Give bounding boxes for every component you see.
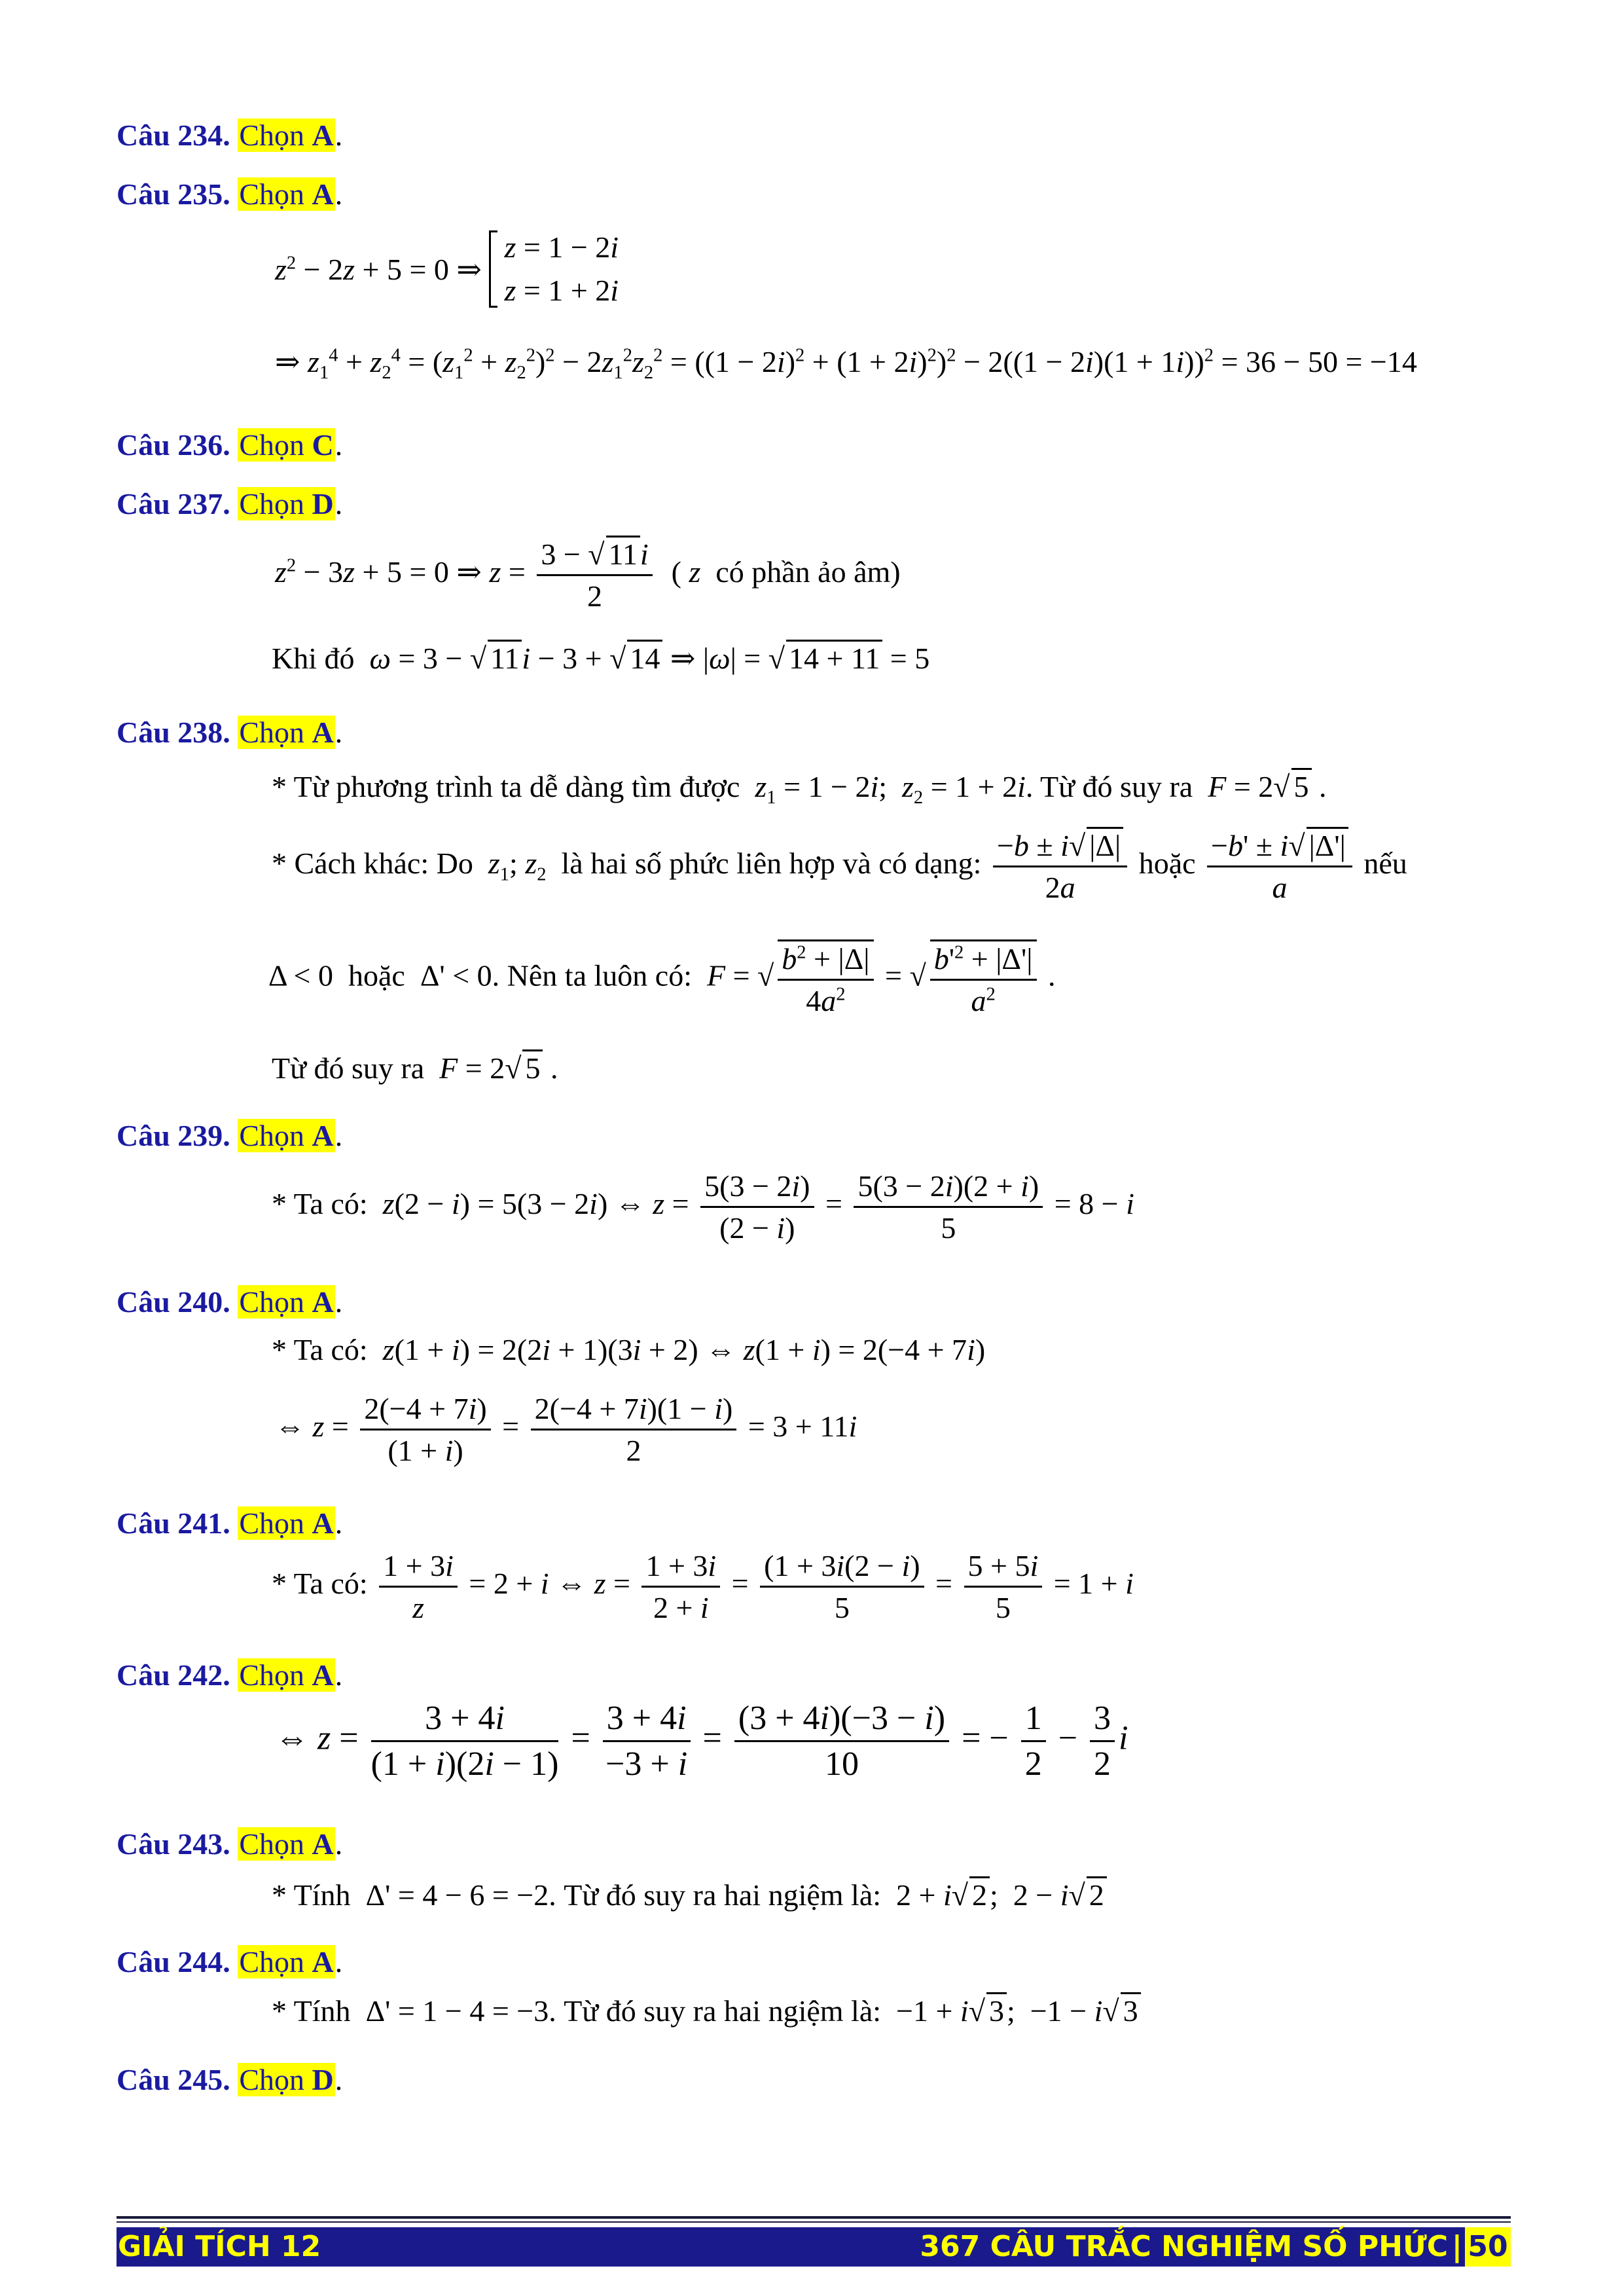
- equation-240-line2: ⇔ z = $\frac{2(-4 + 7i)}{(1 + i)}$ = $\frac{2(-4 + 7i)(1 - i)}{2}$ = 3 + 11i: [275, 1392, 857, 1467]
- question-241: Câu 241. Chọn A.: [117, 1506, 343, 1540]
- footer-separator: |: [1451, 2230, 1462, 2263]
- question-237: Câu 237. Chọn D.: [117, 487, 343, 520]
- text-238-line1: * Từ phương trình ta dễ dàng tìm được $z_1 = 1 - 2i$; $z_2 = 1 + 2i$. Từ đó suy ra F = 2√ 5 .: [272, 769, 1327, 809]
- question-number: Câu 241.: [117, 1506, 230, 1540]
- question-number: Câu 245.: [117, 2063, 230, 2096]
- question-number: Câu 238.: [117, 716, 230, 749]
- equation-239: * Ta có: z(2 − i) = 5(3 − 2i) ⇔ z = $\frac{5(3 - 2i)}{(2 - i)}$ = $\frac{5(3 - 2i)(2 + i)}{5}$ = 8 − i: [272, 1169, 1134, 1245]
- question-240: Câu 240. Chọn A.: [117, 1285, 343, 1319]
- answer-highlight: Chọn A: [239, 1119, 334, 1152]
- answer-highlight: Chọn A: [239, 118, 334, 152]
- text-238-line4: Từ đó suy ra F = 2√ 5 .: [272, 1051, 558, 1085]
- equation-241: * Ta có: $\frac{1 + 3i}{z}$ = 2 + i ⇔ z = $\frac{1 + 3i}{2 + i}$ = $\frac{(1 + 3i(2 - i)}{5}$ = $\frac{5 + 5i}{5}$ = 1 + i: [272, 1549, 1134, 1624]
- footer-rule: [117, 2216, 1511, 2219]
- page-number: 50: [1465, 2227, 1511, 2267]
- answer-highlight: Chọn A: [239, 1285, 334, 1319]
- question-234: Câu 234. Chọn A.: [117, 118, 343, 152]
- equation-235-result: ⇒ $z_1^4 + z_2^4 = (z_1^2 + z_2^2)^2 - 2z_1^2z_2^2 = ((1 - 2i)^2 + (1 + 2i)^2)^2 - 2((1 - 2i)(1 + 1i))^2 = 36 - 50 = -14$: [275, 345, 1417, 384]
- equation-237-modulus: Khi đó ω = 3 − √ 11i − 3 + √ 14 ⇒ |ω| = √ 14 + 11 = 5: [272, 640, 929, 676]
- page-footer: [117, 2227, 1511, 2267]
- question-number: Câu 235.: [117, 177, 230, 211]
- answer-highlight: Chọn C: [239, 428, 334, 462]
- question-number: Câu 242.: [117, 1658, 230, 1692]
- answer-highlight: Chọn A: [239, 1506, 334, 1540]
- question-242: Câu 242. Chọn A.: [117, 1658, 343, 1692]
- equation-237-root: $z^2 - 3z + 5 = 0$ ⇒ z = $\frac{3 - √ 11i}{2}$ ( z có phần ảo âm): [275, 537, 901, 613]
- question-number: Câu 239.: [117, 1119, 230, 1152]
- text-243: * Tính Δ' = 4 − 6 = −2. Từ đó suy ra hai ngiệm là: 2 + i√ 2; 2 − i√ 2: [272, 1878, 1107, 1912]
- question-239: Câu 239. Chọn A.: [117, 1119, 343, 1152]
- text-238-line3: Δ < 0 hoặc Δ' < 0. Nên ta luôn có: F = √ $\frac{b^2 + |\Delta|}{4a^2}$ = √ $\frac{b'^2 + |\Delta'|}{a^2}$ .: [268, 939, 1056, 1018]
- question-238: Câu 238. Chọn A.: [117, 716, 343, 749]
- answer-highlight: Chọn A: [239, 1827, 334, 1861]
- question-235: Câu 235. Chọn A.: [117, 177, 343, 211]
- question-244: Câu 244. Chọn A.: [117, 1945, 343, 1978]
- question-number: Câu 237.: [117, 487, 230, 520]
- question-245: Câu 245. Chọn D.: [117, 2063, 343, 2096]
- answer-highlight: Chọn A: [239, 1945, 334, 1978]
- footer-subject: GIẢI TÍCH 12: [118, 2230, 321, 2263]
- question-236: Câu 236. Chọn C.: [117, 428, 343, 462]
- question-number: Câu 236.: [117, 428, 230, 462]
- question-243: Câu 243. Chọn A.: [117, 1827, 343, 1861]
- equation-242: ⇔ z = $\frac{3 + 4i}{(1 + i)(2i - 1)}$ = $\frac{3 + 4i}{-3 + i}$ = $\frac{(3 + 4i)(-3 - i)}{10}$ = − $\frac{1}{2}$ − $\frac{3}{2}$ i: [275, 1700, 1128, 1783]
- equation-240-line1: * Ta có: z(1 + i) = 2(2i + 1)(3i + 2) ⇔ z(1 + i) = 2(−4 + 7i): [272, 1333, 986, 1366]
- footer-title: 367 CÂU TRẮC NGHIỆM SỐ PHỨC: [920, 2230, 1448, 2263]
- answer-highlight: Chọn A: [239, 716, 334, 749]
- answer-highlight: Chọn A: [239, 177, 334, 211]
- footer-rule-thin: [117, 2221, 1511, 2223]
- answer-highlight: Chọn D: [239, 2063, 334, 2096]
- text-238-line2: * Cách khác: Do $z_1$; $z_2$ là hai số phức liên hợp và có dạng: $\frac{-b \pm i√ |\Delta|}{2a}$ hoặc $\frac{-b' \pm i√ |\Delta'|}{a}$ nếu: [272, 828, 1407, 905]
- question-number: Câu 234.: [117, 118, 230, 152]
- question-number: Câu 240.: [117, 1285, 230, 1319]
- question-number: Câu 244.: [117, 1945, 230, 1978]
- text-244: * Tính Δ' = 1 − 4 = −3. Từ đó suy ra hai ngiệm là: −1 + i√ 3; −1 − i√ 3: [272, 1994, 1141, 2028]
- answer-highlight: Chọn D: [239, 487, 334, 520]
- question-number: Câu 243.: [117, 1827, 230, 1861]
- equation-235-system: $z^2 - 2z + 5 = 0$ ⇒ z = 1 − 2i z = 1 + 2i: [275, 230, 619, 307]
- answer-highlight: Chọn A: [239, 1658, 334, 1692]
